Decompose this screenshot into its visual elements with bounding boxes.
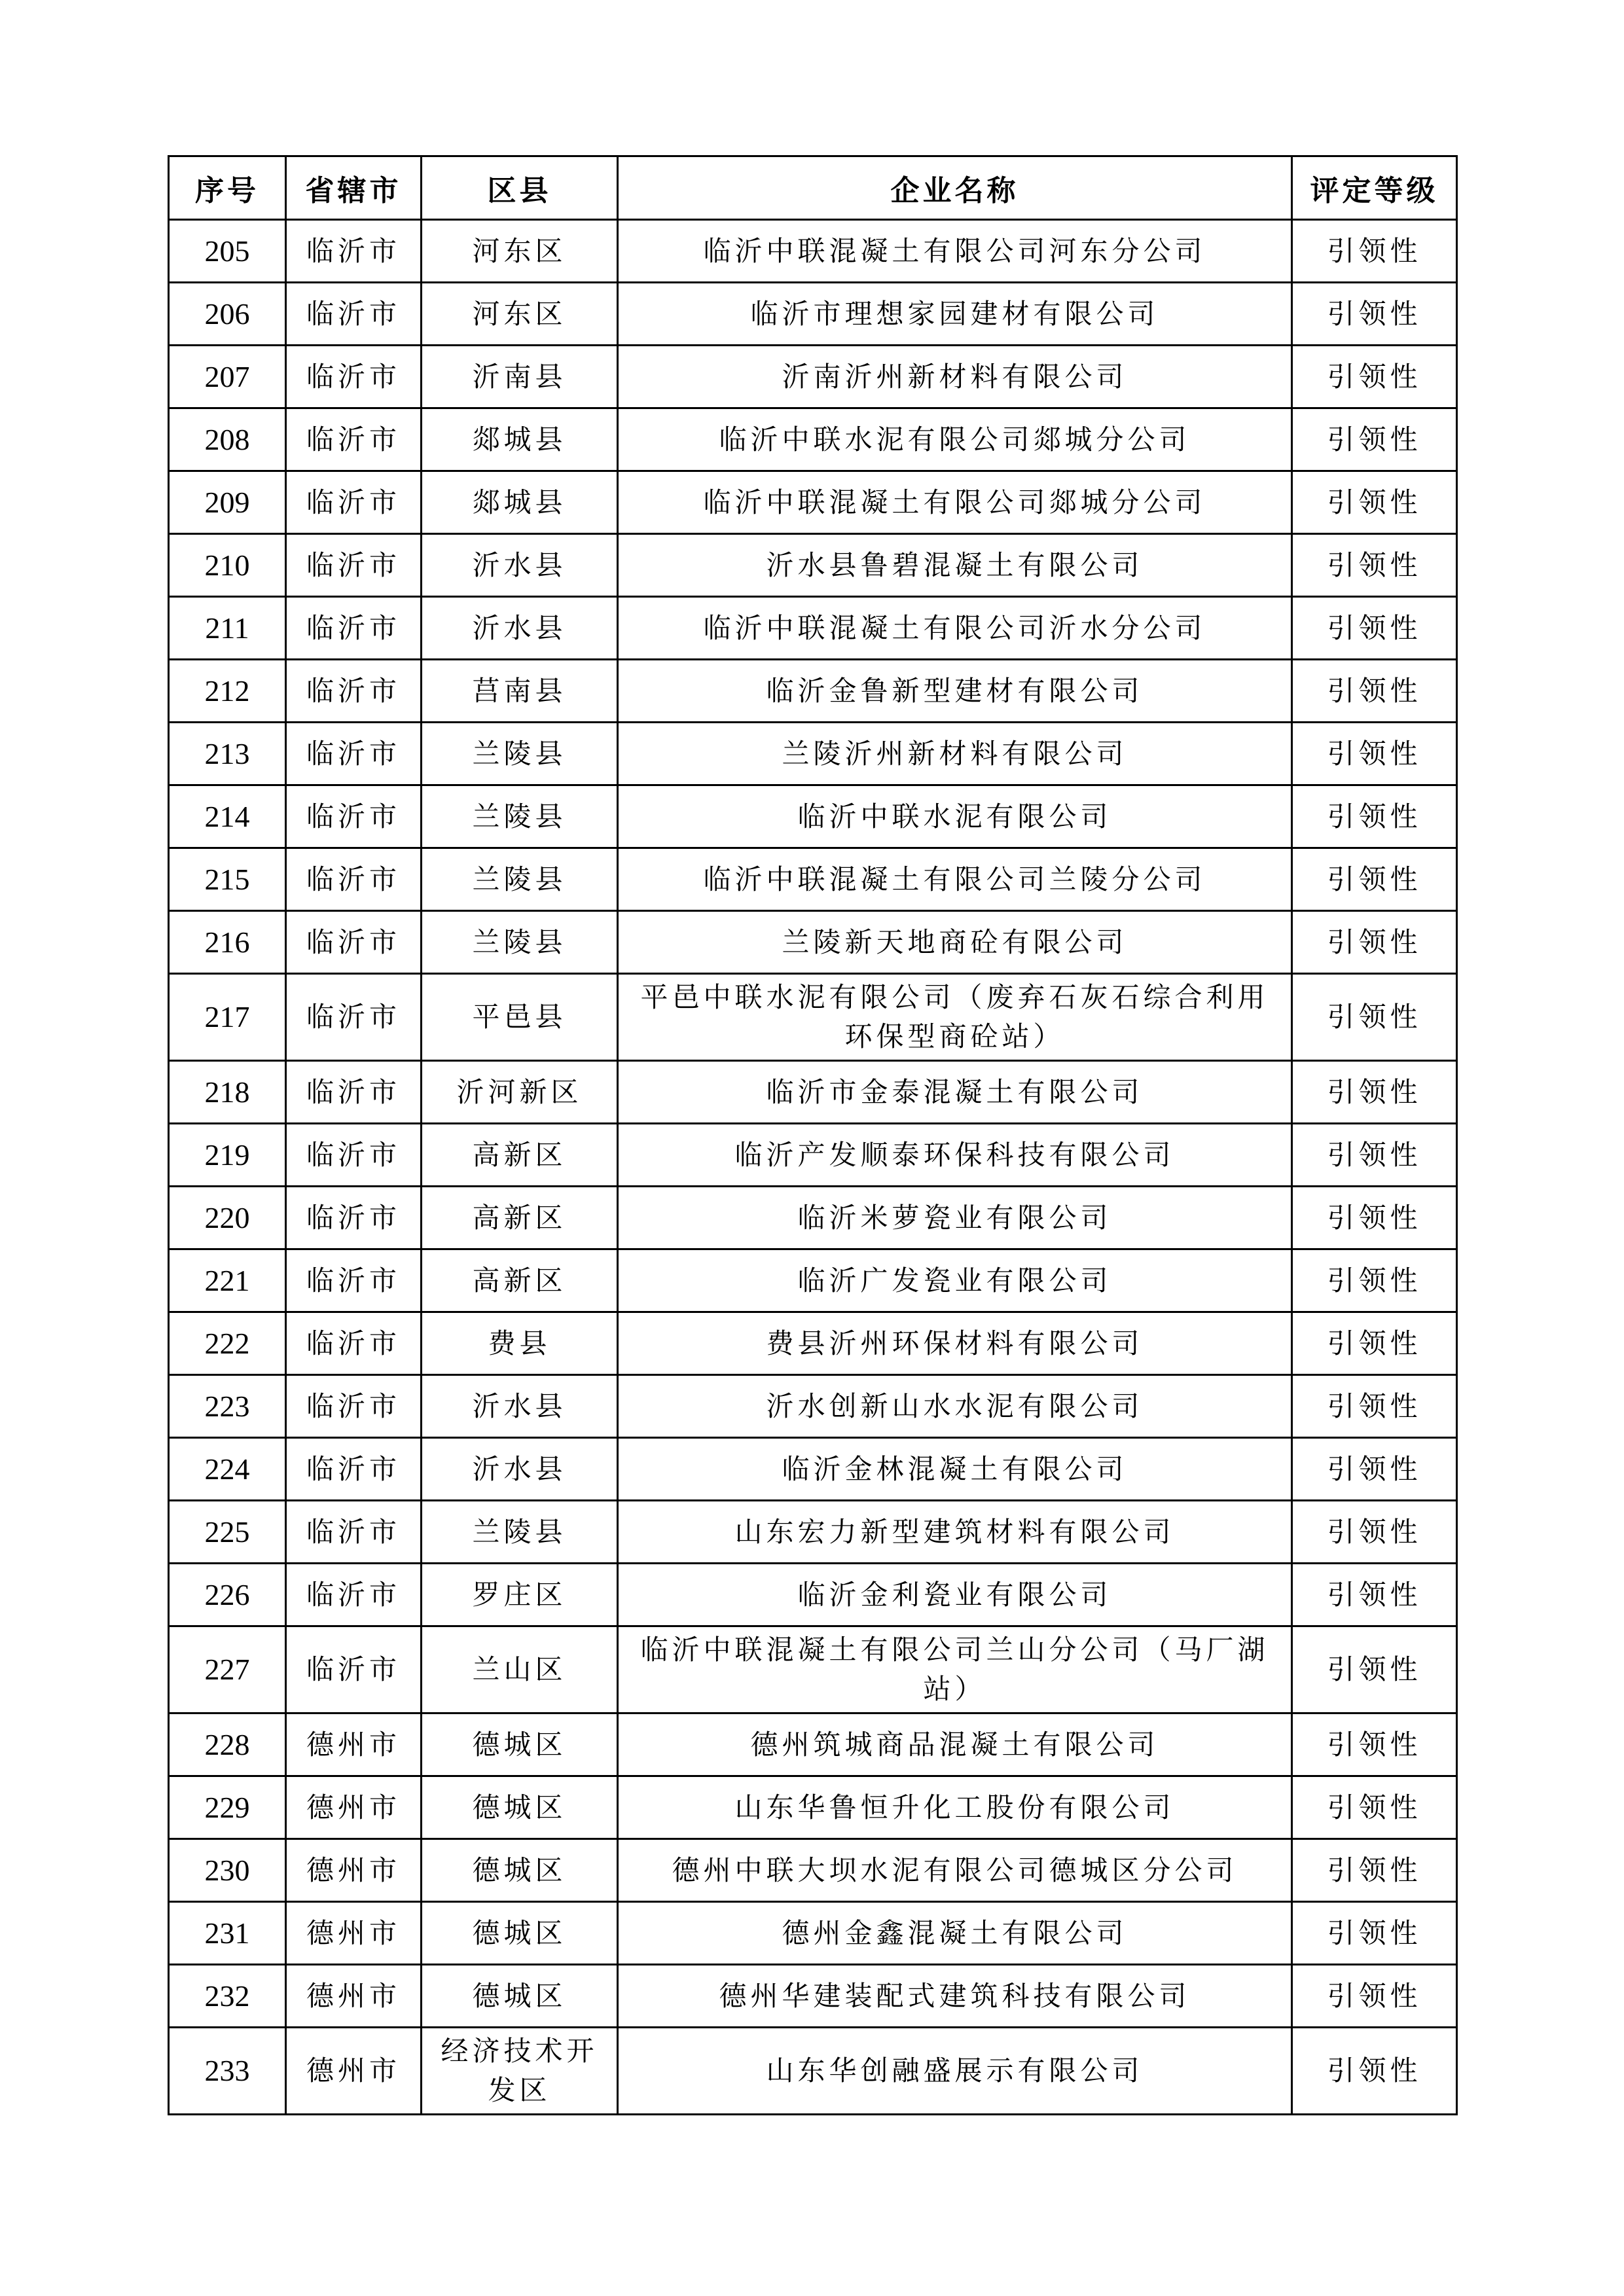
cell-grade: 引领性 <box>1292 785 1457 848</box>
cell-grade: 引领性 <box>1292 1438 1457 1501</box>
cell-index: 208 <box>169 408 286 471</box>
cell-city: 临沂市 <box>286 1375 422 1438</box>
cell-district: 沂水县 <box>422 534 618 597</box>
cell-district: 郯城县 <box>422 471 618 534</box>
cell-city: 临沂市 <box>286 1564 422 1626</box>
table-row <box>169 911 1457 974</box>
table-row <box>169 534 1457 597</box>
cell-grade: 引领性 <box>1292 1187 1457 1249</box>
cell-index: 216 <box>169 911 286 974</box>
cell-grade: 引领性 <box>1292 1312 1457 1375</box>
cell-district: 经济技术开发区 <box>422 2028 618 2115</box>
cell-city: 临沂市 <box>286 283 422 346</box>
cell-index: 211 <box>169 597 286 660</box>
cell-index: 210 <box>169 534 286 597</box>
cell-company: 临沂市金泰混凝土有限公司 <box>618 1061 1292 1124</box>
cell-grade: 引领性 <box>1292 597 1457 660</box>
cell-company: 临沂广发瓷业有限公司 <box>618 1249 1292 1312</box>
cell-city: 德州市 <box>286 2028 422 2115</box>
cell-district: 高新区 <box>422 1249 618 1312</box>
cell-company: 德州筑城商品混凝土有限公司 <box>618 1713 1292 1776</box>
table-row <box>169 2028 1457 2115</box>
cell-company: 临沂中联混凝土有限公司兰陵分公司 <box>618 848 1292 911</box>
cell-company: 临沂中联水泥有限公司 <box>618 785 1292 848</box>
cell-district: 郯城县 <box>422 408 618 471</box>
cell-company: 沂水创新山水水泥有限公司 <box>618 1375 1292 1438</box>
cell-grade: 引领性 <box>1292 534 1457 597</box>
cell-district: 沂水县 <box>422 1438 618 1501</box>
table-row <box>169 1626 1457 1713</box>
cell-city: 临沂市 <box>286 1312 422 1375</box>
cell-district: 沂南县 <box>422 346 618 408</box>
cell-index: 231 <box>169 1902 286 1965</box>
table-row <box>169 1375 1457 1438</box>
cell-company: 山东宏力新型建筑材料有限公司 <box>618 1501 1292 1564</box>
cell-city: 临沂市 <box>286 1438 422 1501</box>
cell-company: 沂水县鲁碧混凝土有限公司 <box>618 534 1292 597</box>
cell-city: 临沂市 <box>286 534 422 597</box>
cell-grade: 引领性 <box>1292 660 1457 723</box>
table-row <box>169 408 1457 471</box>
cell-index: 213 <box>169 723 286 785</box>
cell-company: 临沂中联混凝土有限公司郯城分公司 <box>618 471 1292 534</box>
cell-district: 兰陵县 <box>422 1501 618 1564</box>
cell-company: 临沂产发顺泰环保科技有限公司 <box>618 1124 1292 1187</box>
cell-company: 德州华建装配式建筑科技有限公司 <box>618 1965 1292 2028</box>
cell-index: 205 <box>169 220 286 283</box>
cell-district: 兰山区 <box>422 1626 618 1713</box>
cell-company: 山东华创融盛展示有限公司 <box>618 2028 1292 2115</box>
cell-company: 兰陵新天地商砼有限公司 <box>618 911 1292 974</box>
cell-index: 221 <box>169 1249 286 1312</box>
cell-grade: 引领性 <box>1292 283 1457 346</box>
cell-city: 临沂市 <box>286 346 422 408</box>
table-row <box>169 597 1457 660</box>
cell-company: 德州金鑫混凝土有限公司 <box>618 1902 1292 1965</box>
cell-company: 沂南沂州新材料有限公司 <box>618 346 1292 408</box>
cell-city: 临沂市 <box>286 723 422 785</box>
cell-index: 217 <box>169 974 286 1061</box>
cell-company: 临沂金林混凝土有限公司 <box>618 1438 1292 1501</box>
cell-district: 沂水县 <box>422 1375 618 1438</box>
cell-city: 临沂市 <box>286 1124 422 1187</box>
cell-district: 德城区 <box>422 1965 618 2028</box>
cell-grade: 引领性 <box>1292 1839 1457 1902</box>
cell-grade: 引领性 <box>1292 1776 1457 1839</box>
cell-index: 223 <box>169 1375 286 1438</box>
cell-district: 莒南县 <box>422 660 618 723</box>
table-row <box>169 471 1457 534</box>
cell-index: 206 <box>169 283 286 346</box>
cell-index: 215 <box>169 848 286 911</box>
cell-index: 212 <box>169 660 286 723</box>
cell-city: 临沂市 <box>286 408 422 471</box>
header-company: 企业名称 <box>618 156 1292 220</box>
cell-grade: 引领性 <box>1292 1713 1457 1776</box>
cell-grade: 引领性 <box>1292 1124 1457 1187</box>
cell-district: 罗庄区 <box>422 1564 618 1626</box>
header-grade: 评定等级 <box>1292 156 1457 220</box>
cell-company: 临沂中联混凝土有限公司兰山分公司（马厂湖站） <box>618 1626 1292 1713</box>
cell-index: 209 <box>169 471 286 534</box>
cell-company: 临沂市理想家园建材有限公司 <box>618 283 1292 346</box>
cell-city: 临沂市 <box>286 471 422 534</box>
cell-grade: 引领性 <box>1292 974 1457 1061</box>
cell-index: 228 <box>169 1713 286 1776</box>
cell-grade: 引领性 <box>1292 911 1457 974</box>
cell-city: 德州市 <box>286 1713 422 1776</box>
cell-company: 临沂金利瓷业有限公司 <box>618 1564 1292 1626</box>
table-row <box>169 1839 1457 1902</box>
cell-city: 德州市 <box>286 1839 422 1902</box>
table-row <box>169 974 1457 1061</box>
cell-city: 临沂市 <box>286 660 422 723</box>
table-row <box>169 283 1457 346</box>
cell-index: 230 <box>169 1839 286 1902</box>
header-district: 区县 <box>422 156 618 220</box>
header-index: 序号 <box>169 156 286 220</box>
table-row <box>169 1713 1457 1776</box>
cell-index: 225 <box>169 1501 286 1564</box>
cell-index: 232 <box>169 1965 286 2028</box>
table-row <box>169 1249 1457 1312</box>
cell-city: 临沂市 <box>286 1626 422 1713</box>
cell-city: 临沂市 <box>286 911 422 974</box>
cell-index: 214 <box>169 785 286 848</box>
cell-company: 山东华鲁恒升化工股份有限公司 <box>618 1776 1292 1839</box>
cell-district: 沂水县 <box>422 597 618 660</box>
cell-district: 兰陵县 <box>422 911 618 974</box>
cell-district: 高新区 <box>422 1124 618 1187</box>
cell-city: 德州市 <box>286 1902 422 1965</box>
table-row <box>169 1061 1457 1124</box>
cell-grade: 引领性 <box>1292 1375 1457 1438</box>
cell-grade: 引领性 <box>1292 1564 1457 1626</box>
table-row <box>169 1124 1457 1187</box>
cell-grade: 引领性 <box>1292 1061 1457 1124</box>
cell-city: 德州市 <box>286 1965 422 2028</box>
cell-index: 207 <box>169 346 286 408</box>
cell-grade: 引领性 <box>1292 471 1457 534</box>
cell-city: 德州市 <box>286 1776 422 1839</box>
cell-city: 临沂市 <box>286 848 422 911</box>
cell-district: 德城区 <box>422 1713 618 1776</box>
cell-district: 兰陵县 <box>422 723 618 785</box>
table-row <box>169 1312 1457 1375</box>
cell-grade: 引领性 <box>1292 848 1457 911</box>
table-row <box>169 785 1457 848</box>
cell-grade: 引领性 <box>1292 1501 1457 1564</box>
table-row <box>169 346 1457 408</box>
cell-district: 高新区 <box>422 1187 618 1249</box>
table-row <box>169 660 1457 723</box>
cell-district: 兰陵县 <box>422 848 618 911</box>
cell-grade: 引领性 <box>1292 408 1457 471</box>
cell-grade: 引领性 <box>1292 346 1457 408</box>
table-row <box>169 848 1457 911</box>
cell-district: 兰陵县 <box>422 785 618 848</box>
cell-grade: 引领性 <box>1292 1965 1457 2028</box>
table-row <box>169 1438 1457 1501</box>
cell-index: 220 <box>169 1187 286 1249</box>
table-row <box>169 1501 1457 1564</box>
cell-company: 兰陵沂州新材料有限公司 <box>618 723 1292 785</box>
cell-grade: 引领性 <box>1292 220 1457 283</box>
table-row <box>169 723 1457 785</box>
cell-grade: 引领性 <box>1292 723 1457 785</box>
cell-district: 德城区 <box>422 1776 618 1839</box>
cell-company: 临沂中联混凝土有限公司河东分公司 <box>618 220 1292 283</box>
table-row <box>169 1187 1457 1249</box>
cell-district: 平邑县 <box>422 974 618 1061</box>
table-row <box>169 220 1457 283</box>
cell-index: 222 <box>169 1312 286 1375</box>
table-row <box>169 1564 1457 1626</box>
cell-city: 临沂市 <box>286 1061 422 1124</box>
cell-district: 河东区 <box>422 220 618 283</box>
cell-company: 费县沂州环保材料有限公司 <box>618 1312 1292 1375</box>
cell-company: 德州中联大坝水泥有限公司德城区分公司 <box>618 1839 1292 1902</box>
table-row <box>169 1776 1457 1839</box>
cell-index: 227 <box>169 1626 286 1713</box>
cell-index: 219 <box>169 1124 286 1187</box>
cell-city: 临沂市 <box>286 1249 422 1312</box>
cell-district: 河东区 <box>422 283 618 346</box>
enterprise-rating-table <box>168 155 1458 2115</box>
cell-company: 临沂金鲁新型建材有限公司 <box>618 660 1292 723</box>
cell-city: 临沂市 <box>286 1501 422 1564</box>
cell-grade: 引领性 <box>1292 2028 1457 2115</box>
cell-city: 临沂市 <box>286 1187 422 1249</box>
cell-city: 临沂市 <box>286 597 422 660</box>
cell-grade: 引领性 <box>1292 1249 1457 1312</box>
cell-index: 224 <box>169 1438 286 1501</box>
cell-district: 德城区 <box>422 1839 618 1902</box>
table-header-row <box>169 156 1457 220</box>
cell-district: 沂河新区 <box>422 1061 618 1124</box>
table-row <box>169 1965 1457 2028</box>
cell-grade: 引领性 <box>1292 1626 1457 1713</box>
header-city: 省辖市 <box>286 156 422 220</box>
cell-city: 临沂市 <box>286 974 422 1061</box>
cell-company: 平邑中联水泥有限公司（废弃石灰石综合利用环保型商砼站） <box>618 974 1292 1061</box>
cell-company: 临沂中联水泥有限公司郯城分公司 <box>618 408 1292 471</box>
cell-index: 233 <box>169 2028 286 2115</box>
cell-district: 费县 <box>422 1312 618 1375</box>
cell-district: 德城区 <box>422 1902 618 1965</box>
cell-company: 临沂米萝瓷业有限公司 <box>618 1187 1292 1249</box>
table-row <box>169 1902 1457 1965</box>
cell-index: 218 <box>169 1061 286 1124</box>
cell-index: 229 <box>169 1776 286 1839</box>
cell-city: 临沂市 <box>286 785 422 848</box>
cell-index: 226 <box>169 1564 286 1626</box>
cell-company: 临沂中联混凝土有限公司沂水分公司 <box>618 597 1292 660</box>
cell-grade: 引领性 <box>1292 1902 1457 1965</box>
cell-city: 临沂市 <box>286 220 422 283</box>
